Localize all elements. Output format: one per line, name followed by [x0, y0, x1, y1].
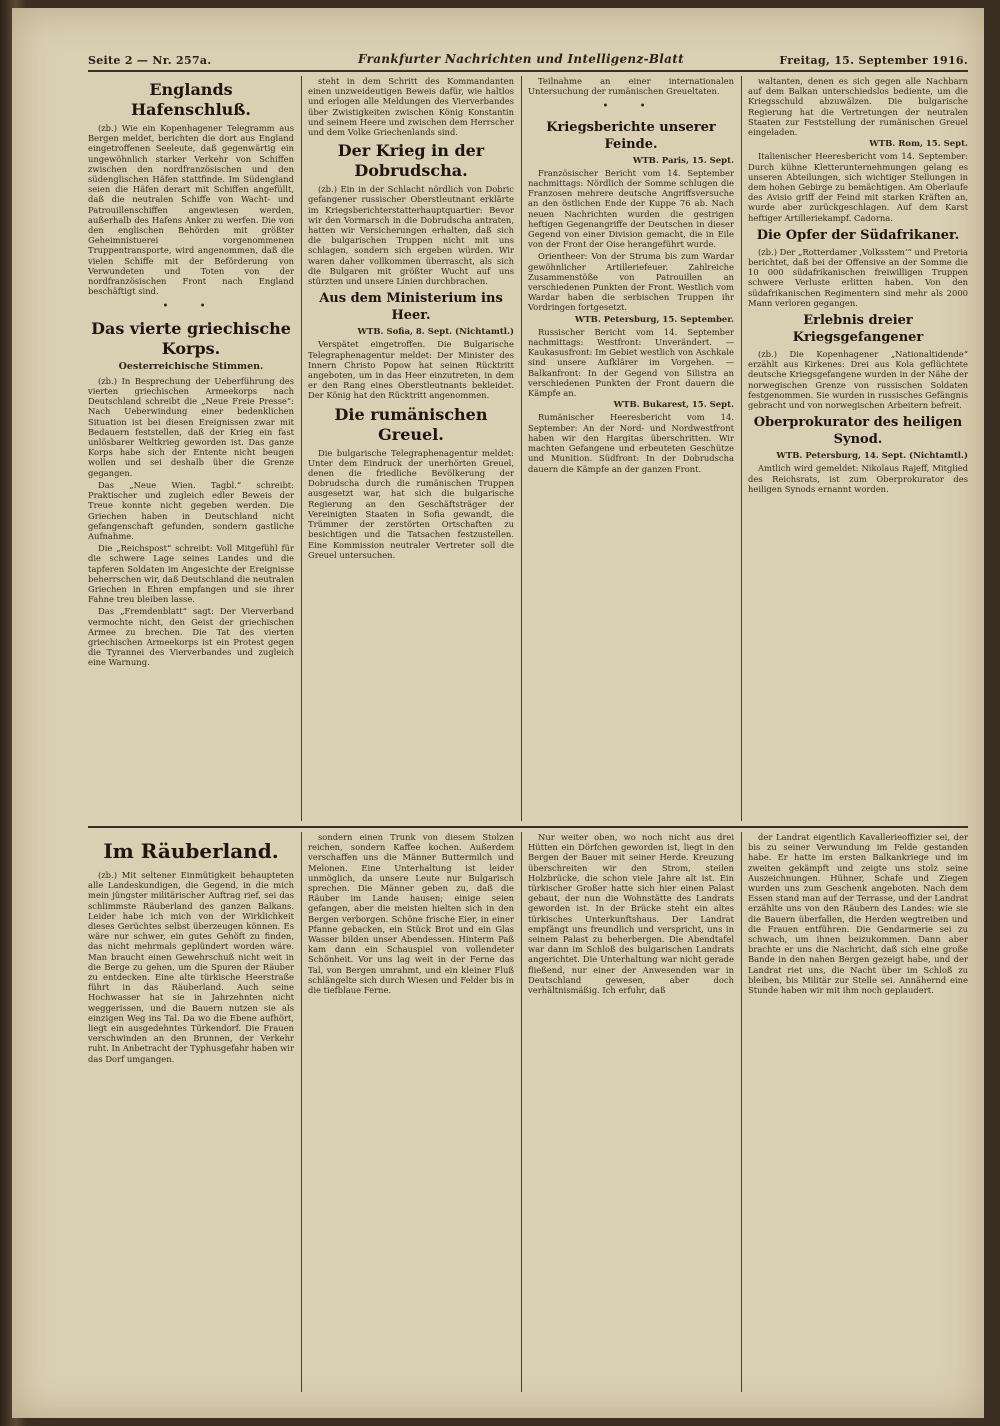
article-text: Russischer Bericht vom 14. September nachmittags: Westfront: Unverändert. — Kaukasusfront: Im Gebiet westlich von Aschkale sind unsere Aufklärer im Vorgehen. — Balkanfront: In der Gegend von Silistra an verschiedenen Punkten der Front dauern die Kämpfe an.: [528, 326, 734, 399]
section-rule: [88, 826, 968, 828]
article-text: Die „Reichspost“ schreibt: Voll Mitgefühl für die schwere Lage seines Landes und die tapferen Soldaten im Angesichte der Ereignisse beherrschen wir, daß Deutschland die neutralen Griechen in Ehren empfangen und sie ihrer Fahne treu bleiben lasse.: [88, 543, 294, 605]
article-text: Verspätet eingetroffen. Die Bulgarische Telegraphenagentur meldet: Der Minister des Innern Christo Popow hat seinen Rücktritt angeboten, um in das Heer einzutreten, in dem er den Rang eines Oberstleutnants bekleidet. Der König hat den Rücktritt angenommen.: [308, 339, 514, 401]
article-text: Teilnahme an einer internationalen Untersuchung der rumänischen Greueltaten.: [528, 76, 734, 97]
article-text: (zb.) Der „Rotterdamer ‚Volksstem‘“ und Pretoria berichtet, daß bei der Offensive an der Somme die 10 000 südafrikanischen freiwilligen Truppen schwere Verluste erlitten haben. Von den südafrikanischen Regimentern sind mehr als 2000 Mann verloren gegangen.: [748, 246, 968, 308]
masthead-title: Frankfurter Nachrichten und Intelligenz-Blatt: [358, 52, 684, 66]
column-rule: [301, 832, 302, 1392]
column-3: [528, 76, 734, 821]
page-number: Seite 2 — Nr. 257a.: [88, 54, 212, 67]
column-4: [748, 76, 968, 821]
dateline: WTB. Bukarest, 15. Sept.: [613, 400, 734, 411]
article-text: (zb.) Ein in der Schlacht nördlich von Dobric gefangener russischer Oberstleutnant erklärte im Kriegsberichterstatterhauptquartier: Bevor wir den Vormarsch in die Dobrudscha antraten, hatten wir Versicherungen erhalten, daß sich die bulgarischen Truppen nicht mit uns schlagen, sondern sich ergeben würden. Wir waren daher vollkommen überrascht, als sich die Bulgaren mit größter Wucht auf uns stürzten und unsere Linien durchbrachen.: [308, 184, 514, 287]
headline-englands-hafenschluss: Englands Hafenschluß.: [131, 80, 251, 119]
article-text: (zb.) Die Kopenhagener „Nationaltidende“ erzählt aus Kirkenes: Drei aus Kola geflüchtete deutsche Kriegsgefangene wurden in der Nähe der norwegischen Grenze von russischen Soldaten festgenommen. Sie wurden in russisches Gefängnis gebracht und von norwegischen Arbeitern befreit.: [748, 349, 968, 411]
column-rule: [741, 832, 742, 1392]
article-text: waltanten, denen es sich gegen alle Nachbarn auf dem Balkan unterschiedslos bediente, um die Kriegsschuld abzuwälzen. Die bulgarische Regierung hat die Vertretungen der neutralen Staaten zur Feststellung der rumänischen Greuel eingeladen.: [748, 76, 968, 138]
article-text: steht in dem Schritt des Kommandanten einen unzweideutigen Beweis dafür, wie haltlos und erlogen alle Meldungen des Vierverbandes über Zwistigkeiten zwischen König Konstantin und seinem Heere und zwischen dem Herrscher und dem Volke Griechenlands sind.: [308, 76, 514, 138]
section-separator: • •: [162, 301, 220, 313]
dateline: WTB. Petersburg, 14. Sept. (Nichtamtl.): [776, 451, 968, 462]
column-1: [88, 76, 294, 821]
article-text: Das „Neue Wien. Tagbl.“ schreibt: Praktischer und zugleich edler Beweis der Treue konnte nicht gegeben werden. Die Griechen haben in Deutschland nicht gefangenschaft gefunden, sondern gastliche Aufnahme.: [88, 479, 294, 541]
bottom-column-1: [88, 832, 294, 1392]
headline-kriegsgefangene: Erlebnis dreier Kriegsgefangener: [792, 313, 924, 346]
headline-krieg-dobrudscha: Der Krieg in der Dobrudscha.: [337, 141, 485, 181]
article-text: Italienischer Heeresbericht vom 14. September: Durch kühne Kletterunternehmungen gelang es unseren Abteilungen, sich wichtiger Stellungen in dem hohen Gebirge zu bemächtigen. Am Oberlaufe des Avisio griff der Feind mit starken Kräften an, wurde aber zurückgeschlagen. Auf dem Karst heftiger Artilleriekampf. Cadorna.: [748, 151, 968, 223]
feuilleton-text: Nur weiter oben, wo noch nicht aus drei Hütten ein Dörfchen geworden ist, liegt in den Bergen der Bauer mit seiner Herde. Kreuzung überschreiten wir den Strom, steilen Holzbrücke, die schon viele Jahre alt ist. Ein türkischer Großer hatte sich hier einen Palast gebaut, der nun die Wohnstätte des Landrats geworden ist. In der Brücke steht ein altes türkisches Unterkunftshaus. Der Landrat empfängt uns freundlich und verspricht, uns in seinem Palast zu beherbergen. Die Abendtafel war dann im Schloß des bulgarischen Landrats angerichtet. Die Unterhaltung war nicht gerade fließend, nur einer der Anwesenden war in Deutschland gewesen, aber doch verhältnismäßig. Ich erfuhr, daß: [528, 832, 734, 996]
dateline: WTB. Sofia, 8. Sept. (Nichtamtl.): [357, 327, 514, 338]
headline-opfer-suedafrikaner: Die Opfer der Südafrikaner.: [756, 227, 960, 243]
feuilleton-text: der Landrat eigentlich Kavallerieoffizier sei, der bis zu seiner Verwundung im Felde gestanden habe. Er hatte im ersten Balkankriege und im zweiten gekämpft und zeigte uns stolz seine Auszeichnungen. Hühner, Schafe und Ziegen wurden uns zum Geschenk angeboten. Nach dem Essen stand man auf der Terrasse, und der Landrat erzählte uns von den Räubern des Landes: wie sie die Bauern überfallen, die Herden wegtreiben und die Frauen entführen. Die Gendarmerie sei zu schwach, um ihnen beizukommen. Dann aber brachte er uns die Nachricht, daß sich eine große Bande in den nahen Bergen gezeigt habe, und der Landrat riet uns, die Nacht über im Schloß zu bleiben, bis Militär zur Stelle sei. Annähernd eine Stunde haben wir mit ihm noch geplaudert.: [748, 832, 968, 996]
headline-raeuberland: Im Räuberland.: [103, 839, 279, 863]
article-text: (zb.) In Besprechung der Ueberführung des vierten griechischen Armeekorps nach Deutschland schreibt die „Neue Freie Presse“: Nach Ueberwindung einer bedenklichen Situation ist bei diesen Ereignissen zwar mit Bedauern feststellen, daß der Krieg ein fast unlösbarer Weltkrieg geworden ist. Das ganze Korps habe sich der Entente nicht beugen wollen und sei deshalb über die Grenze gegangen.: [88, 375, 294, 478]
column-2: [308, 76, 514, 821]
issue-date: Freitag, 15. September 1916.: [779, 54, 968, 67]
article-text: (zb.) Wie ein Kopenhagener Telegramm aus Bergen meldet, berichten die dort aus England eingetroffenen Seeleute, daß gegenwärtig ein ungewöhnlich starker Verkehr von Schiffen zwischen den nordfranzösischen und den südenglischen Häfen stattfinde. Im Südengland seien die Häfen derart mit Schiffen angefüllt, daß die neutralen Schiffe von Wacht- und Patrouillenschiffen angewiesen werden, außerhalb des Hafens Anker zu werfen. Die von den englischen Behörden mit größter Geheimnistuerei vorgenommenen Truppentransporte, wird angenommen, daß die vielen Schiffe mit der Beförderung von Verwundeten und Toten von der nordfranzösischen Front nach England beschäftigt sind.: [88, 123, 294, 297]
feuilleton-text: (zb.) Mit seltener Einmütigkeit behaupteten alle Landeskundigen, die Gegend, in die mich mein jüngster militärischer Auftrag rief, sei das schlimmste Räuberland des ganzen Balkans. Leider habe ich mich von der Wirklichkeit dieses Gerüchtes selbst überzeugen können. Es wäre nur schwer, ein gutes Gehöft zu finden, das nicht mehrmals geplündert worden wäre. Man braucht einen Gewehrschuß nicht weit in die Berge zu gehen, um die Spuren der Räuber zu entdecken. Eine alte türkische Heerstraße führt in das Räuberland. Auch seine Hochwasser hat sie in Jahrzehnten nicht weggerissen, und die Bauern nutzen sie als einzigen Weg ins Tal. Da wo die Ebene aufhört, liegt ein ausgedehntes Türkendorf. Die Frauen verschwinden an den Brunnen, der Verkehr ruht. In Anbetracht der Typhusgefahr haben wir das Dorf umgangen.: [88, 870, 294, 1064]
article-text: Rumänischer Heeresbericht vom 14. September: An der Nord- und Nordwestfront haben wir den Hargitas überschritten. Wir machten Gefangene und erbeuteten Geschütze und Munition. Südfront: In der Dobrudscha dauern die Kämpfe an der ganzen Front.: [528, 412, 734, 474]
section-separator: • •: [602, 101, 660, 113]
bottom-column-3: [528, 832, 734, 1392]
headline-rumaenische-greuel: Die rumänischen Greuel.: [334, 404, 488, 444]
column-rule: [521, 832, 522, 1392]
header-rule: [88, 70, 968, 72]
bottom-column-2: [308, 832, 514, 1392]
article-text: Die bulgarische Telegraphenagentur meldet: Unter dem Eindruck der unerhörten Greuel, denen die friedliche Bevölkerung der Dobrudscha durch die rumänischen Truppen ausgesetzt war, hat sich die bulgarische Regierung an den Geschäftsträger der Vereinigten Staaten in Sofia gewandt, die Trümmer der zerstörten Ortschaften zu besichtigen und die Tatsachen festzustellen. Eine Kommission neutraler Vertreter soll die Greuel untersuchen.: [308, 447, 514, 560]
dateline: WTB. Paris, 15. Sept.: [632, 155, 734, 166]
column-rule: [741, 76, 742, 821]
dateline: WTB. Petersburg, 15. September.: [574, 314, 734, 325]
column-rule: [301, 76, 302, 821]
article-text: Orientheer: Von der Struma bis zum Wardar gewöhnlicher Artilleriefeuer. Zahlreiche Zusammenstöße von Patrouillen an verschiedenen Punkten der Front. Westlich vom Wardar haben die serbischen Truppen ihr Vordringen fortgesetzt.: [528, 251, 734, 313]
article-text: Amtlich wird gemeldet: Nikolaus Rajeff, Mitglied des Reichsrats, ist zum Oberprokurator des heiligen Synods ernannt worden.: [748, 463, 968, 494]
page-header: [88, 50, 968, 72]
headline-oberprokurator: Oberprokurator des heiligen Synod.: [753, 415, 963, 448]
headline-kriegsberichte: Kriegsberichte unserer Feinde.: [546, 119, 716, 152]
headline-griechische-korps: Das vierte griechische Korps.: [91, 318, 291, 358]
headline-ministerium-heer: Aus dem Ministerium ins Heer.: [319, 291, 503, 324]
article-text: Französischer Bericht vom 14. September nachmittags: Nördlich der Somme schlugen die Franzosen mehrere deutsche Angriffsversuche an den östlichen Ende der Kuppe 76 ab. Nach neuen Nachrichten wurden die gestrigen heftigen Gegenangriffe der Deutschen in dieser Gegend von einer Division gemacht, die in Eile von der Front der Oise herangeführt wurde.: [528, 167, 734, 250]
article-text: Das „Fremdenblatt“ sagt: Der Vierverband vermochte nicht, den Geist der griechischen Armee zu brechen. Die Tat des vierten griechischen Armeekorps ist ein Protest gegen die Tyrannei des Vierverbandes und zugleich eine Warnung.: [88, 606, 294, 668]
column-rule: [521, 76, 522, 821]
feuilleton-text: sondern einen Trunk von diesem Stolzen reichen, sondern Kaffee kochen. Außerdem verschaffen uns die Männer Buttermilch und Melonen. Eine Unterhaltung ist leider unmöglich, da unsere Leute nur Bulgarisch sprechen. Die Männer geben zu, daß die Räuber im Lande hausen; einige seien gefangen, aber die meisten hielten sich in den Bergen verborgen. Schöne frische Eier, in einer Pfanne gebacken, ein Stück Brot und ein Glas Wasser bilden unser Abendessen. Hinterm Paß kam dann ein Schauspiel von vollendeter Schönheit. Vor uns lag weit in der Ferne das Tal, von Bergen umrahmt, und ein kleiner Fluß schlängelte sich durch Wiesen und Felder bis in die tiefblaue Ferne.: [308, 832, 514, 996]
newspaper-page: [12, 8, 984, 1418]
dateline: WTB. Rom, 15. Sept.: [869, 139, 968, 150]
subheadline: Oesterreichische Stimmen.: [118, 360, 264, 372]
bottom-column-4: [748, 832, 968, 1392]
